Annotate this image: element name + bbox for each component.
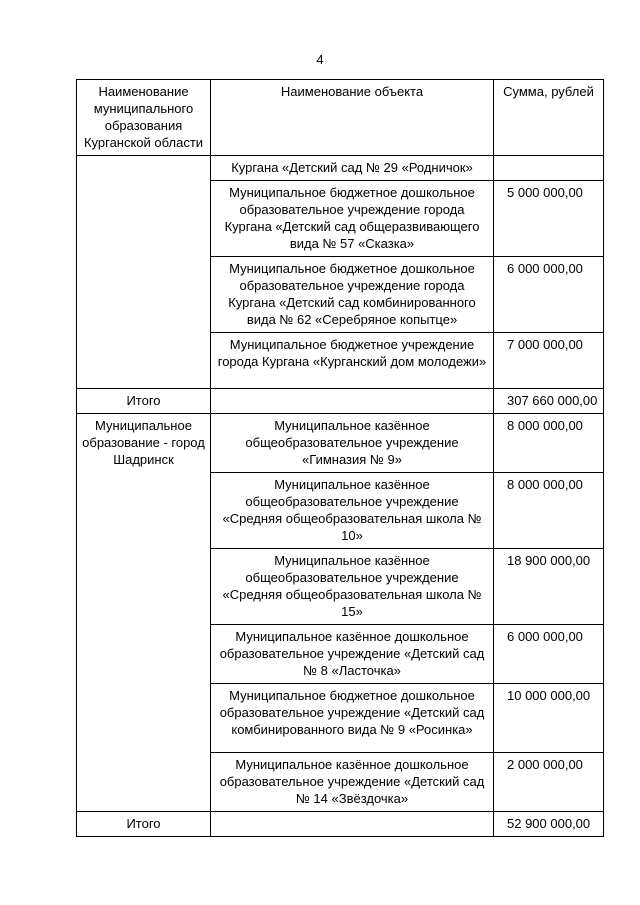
object-cell: Кургана «Детский сад № 29 «Родничок» bbox=[211, 156, 494, 181]
allocation-table bbox=[76, 79, 604, 837]
table-row bbox=[77, 156, 604, 181]
object-cell: Муниципальное казённое общеобразовательное учреждение «Средняя общеобразовательная школа № 15» bbox=[211, 549, 494, 625]
municipality-cell: Муниципальное образование - город Шадринск bbox=[77, 414, 211, 812]
amount-cell: 8 000 000,00 bbox=[494, 473, 604, 549]
total-amount: 307 660 000,00 bbox=[494, 389, 604, 414]
amount-cell: 6 000 000,00 bbox=[494, 625, 604, 684]
header-municipality: Наименование муниципального образования Курганской области bbox=[77, 80, 211, 156]
amount-cell bbox=[494, 156, 604, 181]
header-amount: Сумма, рублей bbox=[494, 80, 604, 156]
object-cell: Муниципальное казённое дошкольное образовательное учреждение «Детский сад № 14 «Звёздочка» bbox=[211, 753, 494, 812]
page-number: 4 bbox=[316, 52, 324, 67]
header-object: Наименование объекта bbox=[211, 80, 494, 156]
table-row bbox=[77, 414, 604, 473]
total-object-empty bbox=[211, 389, 494, 414]
total-label: Итого bbox=[77, 812, 211, 837]
total-amount: 52 900 000,00 bbox=[494, 812, 604, 837]
amount-cell: 18 900 000,00 bbox=[494, 549, 604, 625]
amount-cell: 7 000 000,00 bbox=[494, 333, 604, 389]
object-cell: Муниципальное бюджетное учреждение города Кургана «Курганский дом молодежи» bbox=[211, 333, 494, 389]
total-label: Итого bbox=[77, 389, 211, 414]
object-cell: Муниципальное бюджетное дошкольное образовательное учреждение города Кургана «Детский сад общеразвивающего вида № 57 «Сказка» bbox=[211, 181, 494, 257]
amount-cell: 6 000 000,00 bbox=[494, 257, 604, 333]
total-row bbox=[77, 389, 604, 414]
amount-cell: 2 000 000,00 bbox=[494, 753, 604, 812]
amount-cell: 8 000 000,00 bbox=[494, 414, 604, 473]
amount-cell: 10 000 000,00 bbox=[494, 684, 604, 753]
object-cell: Муниципальное казённое общеобразовательное учреждение «Гимназия № 9» bbox=[211, 414, 494, 473]
object-cell: Муниципальное бюджетное дошкольное образовательное учреждение «Детский сад комбинированного вида № 9 «Росинка» bbox=[211, 684, 494, 753]
object-cell: Муниципальное казённое дошкольное образовательное учреждение «Детский сад № 8 «Ласточка» bbox=[211, 625, 494, 684]
object-cell: Муниципальное казённое общеобразовательное учреждение «Средняя общеобразовательная школа № 10» bbox=[211, 473, 494, 549]
object-cell: Муниципальное бюджетное дошкольное образовательное учреждение города Кургана «Детский сад комбинированного вида № 62 «Серебряное копытце» bbox=[211, 257, 494, 333]
municipality-cell-empty bbox=[77, 156, 211, 389]
total-row bbox=[77, 812, 604, 837]
amount-cell: 5 000 000,00 bbox=[494, 181, 604, 257]
table-header-row bbox=[77, 80, 604, 156]
total-object-empty bbox=[211, 812, 494, 837]
